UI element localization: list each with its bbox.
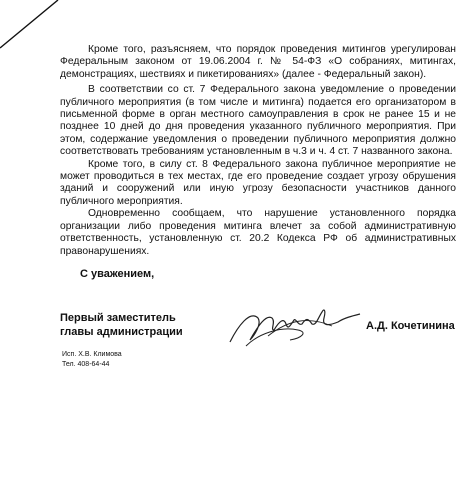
position-line-2: главы администрации	[60, 326, 183, 338]
paragraph-law-reference: Кроме того, разъясняем, что порядок проведения митингов урегулирован Федеральным законом от 19.06.2004 г. № 54-ФЗ «О собраниях, митингах, демонстрациях, шествиях и пикетированиях» (далее - Федеральный закон).	[60, 44, 456, 80]
position-line-1: Первый заместитель	[60, 312, 176, 324]
paragraph-notification-rules: В соответствии со ст. 7 Федерального закона уведомление о проведении публичного мероприятия (в том числе и митинга) подается его организатором в письменной форме в орган местного самоуправления в срок не ранее 15 и не позднее 10 дней до дня проведения указанного публичного мероприятия. При этом, содержание уведомления о проведении публичного мероприятия должно соответствовать требованиям установленным в ч.3 и ч. 4 ст. 7 названного закона.	[60, 84, 456, 158]
letter-body	[60, 44, 456, 261]
handwritten-signature	[228, 296, 363, 356]
closing-phrase: С уважением,	[80, 268, 155, 280]
executor-info	[62, 350, 122, 370]
executor-name: Исп. Х.В. Климова	[62, 351, 122, 358]
executor-phone: Тел. 408-64-44	[62, 361, 110, 368]
scan-corner-line	[0, 0, 60, 50]
signatory-position	[60, 311, 183, 339]
paragraph-location-restrictions: Кроме того, в силу ст. 8 Федерального закона публичное мероприятие не может проводиться в тех местах, где его проведение создает угрозу обрушения зданий и сооружений или иную угрозу безопасности участников данного публичного мероприятия.	[60, 158, 456, 207]
signer-name: А.Д. Кочетинина	[366, 320, 455, 332]
paragraph-liability: Одновременно сообщаем, что нарушение установленного порядка организации либо проведения митинга влечет за собой административную ответственность, установленную ст. 20.2 Кодекса РФ об административных правонарушениях.	[60, 208, 456, 257]
